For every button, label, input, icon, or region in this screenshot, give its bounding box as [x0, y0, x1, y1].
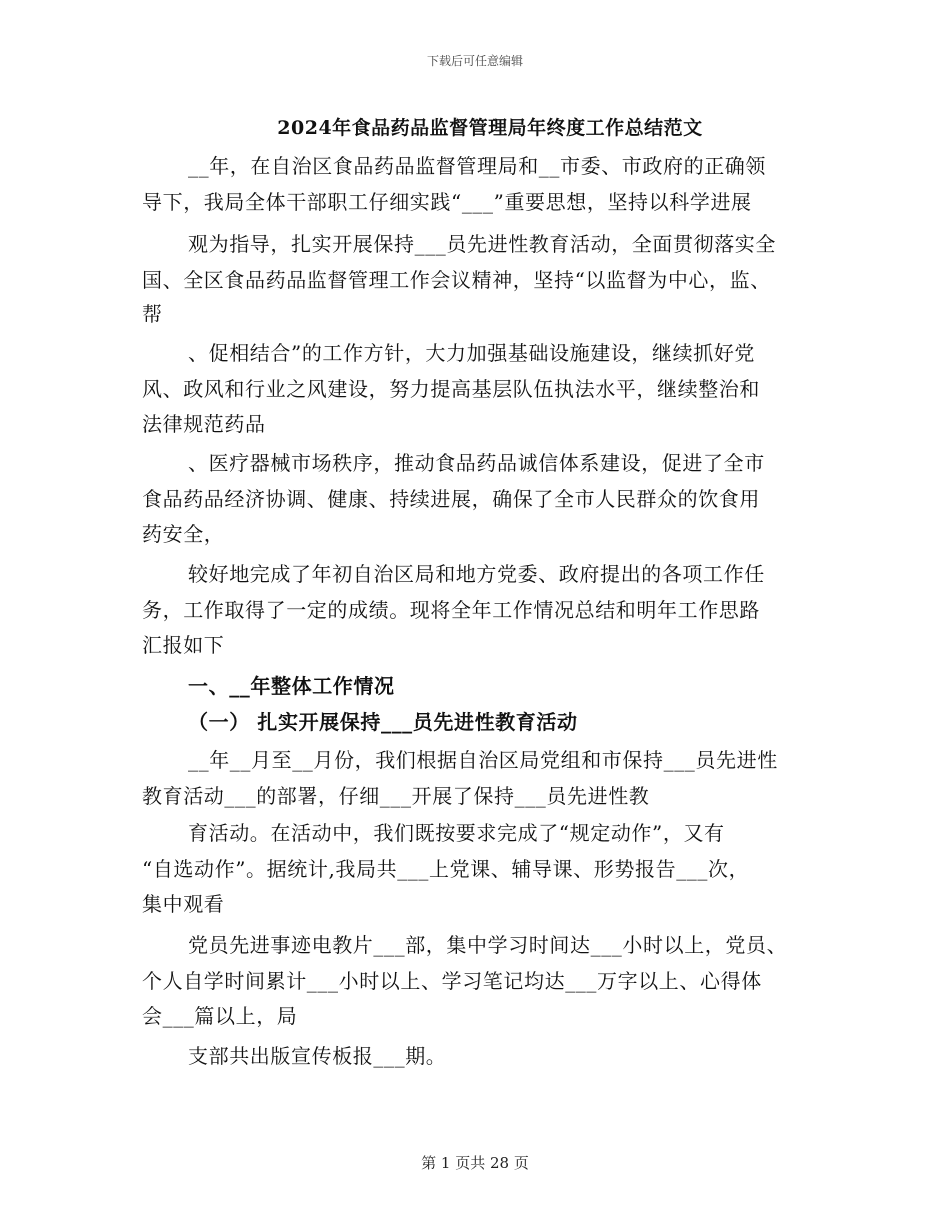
- body-line: 观为指导，扎实开展保持___员先进性教育活动，全面贯彻落实全: [188, 232, 776, 256]
- subsection-heading: （一） 扎实开展保持___员先进性教育活动: [188, 710, 578, 734]
- body-line: 个人自学时间累计___小时以上、学习笔记均达___万字以上、心得体: [142, 969, 762, 993]
- body-line: 导下，我局全体干部职工仔细实践“___”重要思想，坚持以科学进展: [142, 190, 752, 214]
- body-line: “自选动作”。据统计,我局共___上党课、辅导课、形势报告___次，: [142, 857, 750, 881]
- page-number: 第 1 页共 28 页: [421, 1154, 529, 1172]
- body-line: 支部共出版宣传板报___期。: [188, 1044, 447, 1068]
- body-line: 风、政风和行业之风建设，努力提高基层队伍执法水平，继续整治和: [142, 377, 760, 401]
- body-line: 教育活动___的部署，仔细___开展了保持___员先进性教: [142, 784, 650, 808]
- section-heading: 一、__年整体工作情况: [188, 674, 395, 698]
- body-line: 药安全，: [142, 522, 225, 546]
- body-line: __年，在自治区食品药品监督管理局和__市委、市政府的正确领: [188, 154, 766, 178]
- body-line: __年__月至__月份，我们根据自治区局党组和市保持___员先进性: [188, 748, 778, 772]
- document-title: 2024年食品药品监督管理局年终度工作总结范文: [277, 117, 703, 139]
- body-line: 国、全区食品药品监督管理工作会议精神，坚持“以监督为中心，监、: [142, 268, 771, 292]
- body-line: 食品药品经济协调、健康、持续进展，确保了全市人民群众的饮食用: [142, 487, 760, 511]
- body-line: 、促相结合”的工作方针，大力加强基础设施建设，继续抓好党: [188, 341, 756, 365]
- body-line: 党员先进事迹电教片___部，集中学习时间达___小时以上，党员、: [188, 933, 788, 957]
- body-line: 帮: [142, 302, 163, 326]
- body-line: 育活动。在活动中，我们既按要求完成了“规定动作”，又有: [188, 821, 725, 845]
- body-line: 较好地完成了年初自治区局和地方党委、政府提出的各项工作任: [188, 562, 765, 586]
- body-line: 法律规范药品: [142, 412, 266, 436]
- body-line: 务，工作取得了一定的成绩。现将全年工作情况总结和明年工作思路: [142, 598, 760, 622]
- body-line: 汇报如下: [142, 633, 225, 657]
- body-line: 会___篇以上，局: [142, 1004, 298, 1028]
- header-note: 下载后可任意编辑: [426, 54, 523, 68]
- body-line: 、医疗器械市场秩序，推动食品药品诚信体系建设，促进了全市: [188, 451, 765, 475]
- body-line: 集中观看: [142, 892, 225, 916]
